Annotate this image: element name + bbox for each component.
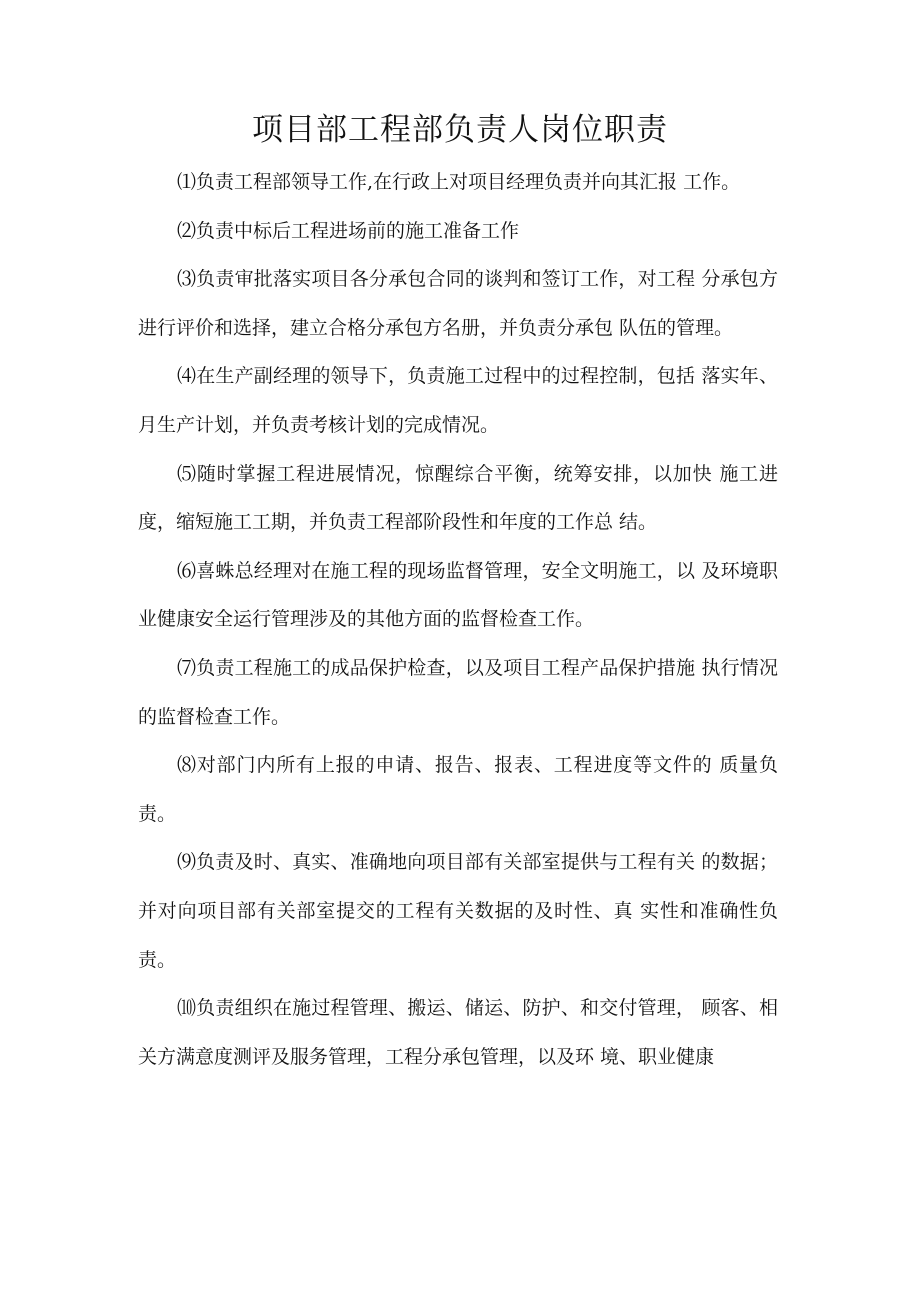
duty-item-1: ⑴负责工程部领导工作,在行政上对项目经理负责并向其汇报 工作。 bbox=[177, 171, 741, 193]
duty-item-10: ⑽负责组织在施过程管理、搬运、储运、防护、和交付管理， 顾客、相关方满意度测评及服务管理，工程分承包管理，以及环 境、职业健康 bbox=[138, 997, 778, 1068]
document-body bbox=[138, 158, 778, 1081]
duty-item-3: ⑶负责审批落实项目各分承包合同的谈判和签订工作，对工程 分承包方进行评价和选择，建立合格分承包方名册，并负责分承包 队伍的管理。 bbox=[138, 268, 778, 339]
document-title: 项目部工程部负责人岗位职责 bbox=[252, 112, 668, 148]
duty-item-5: ⑸随时掌握工程进展情况，惊醒综合平衡，统筹安排，以加快 施工进度，缩短施工工期，并负责工程部阶段性和年度的工作总 结。 bbox=[138, 462, 778, 534]
duty-item-8: ⑻对部门内所有上报的申请、报告、报表、工程进度等文件的 质量负责。 bbox=[138, 754, 778, 825]
duty-item-6: ⑹喜蛛总经理对在施工程的现场监督管理，安全文明施工，以 及环境职业健康安全运行管理涉及的其他方面的监督检查工作。 bbox=[138, 559, 778, 631]
duty-item-4: ⑷在生产副经理的领导下，负责施工过程中的过程控制，包括 落实年、月生产计划，并负责考核计划的完成情况。 bbox=[138, 365, 778, 436]
duty-item-2: ⑵负责中标后工程进场前的施工准备工作 bbox=[177, 219, 520, 242]
duty-item-7: ⑺负责工程施工的成品保护检查，以及项目工程产品保护措施 执行情况的监督检查工作。 bbox=[138, 656, 778, 728]
duty-item-9: ⑼负责及时、真实、准确地向项目部有关部室提供与工程有关 的数据；并对向项目部有关部室提交的工程有关数据的及时性、真 实性和准确性负责。 bbox=[138, 851, 778, 971]
